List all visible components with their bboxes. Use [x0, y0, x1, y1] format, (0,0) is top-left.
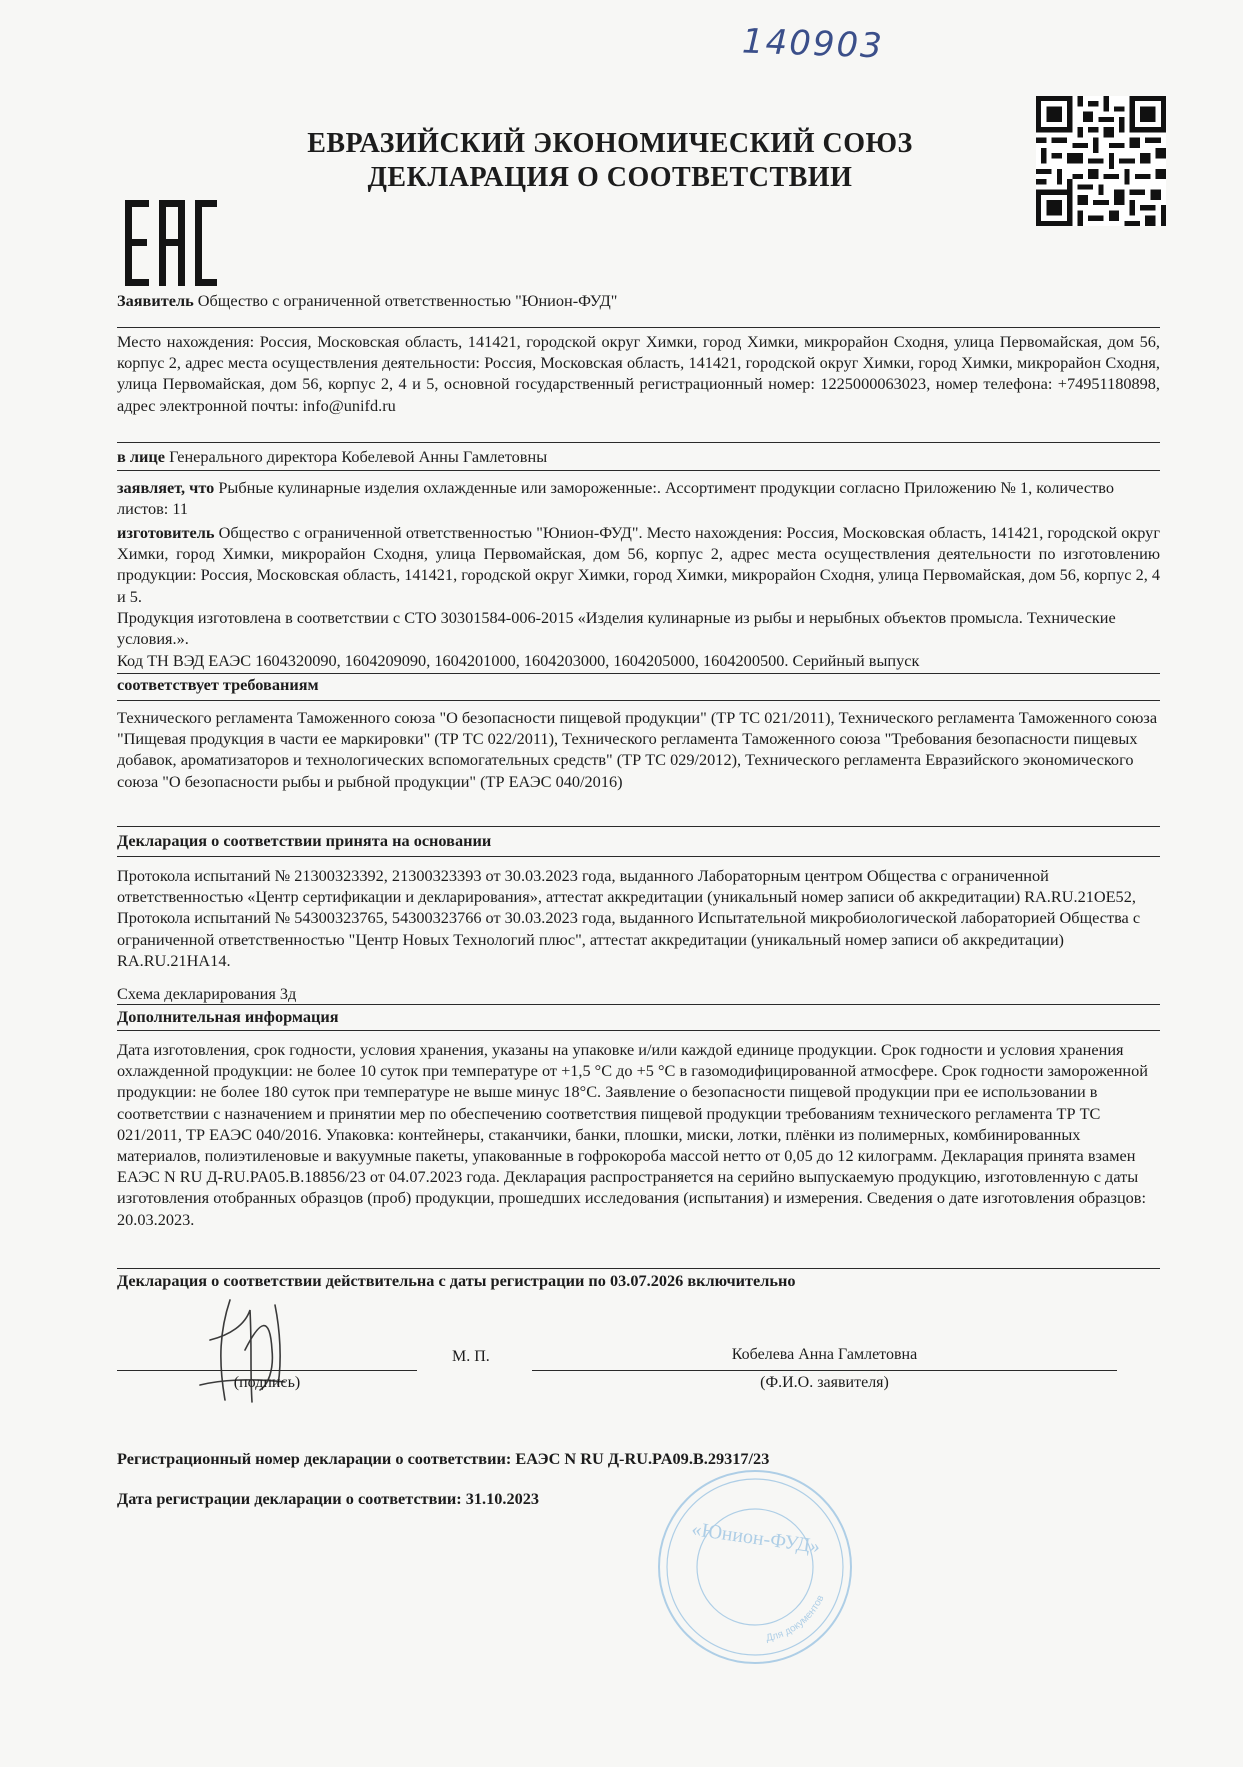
- applicant-value: Общество с ограниченной ответственностью "Юнион-ФУД": [193, 291, 618, 310]
- handwritten-signature: [190, 1290, 350, 1410]
- applicant-label: Заявитель: [117, 291, 194, 310]
- divider: [117, 826, 1160, 827]
- stamp-ring-text: Для документов: [765, 1593, 827, 1645]
- complies-label: соответствует требованиям: [117, 675, 319, 694]
- basis-text: Протокола испытаний № 21300323392, 21300323393 от 30.03.2023 года, выданного Лабораторным центром Общества с ограниченной ответственностью «Центр сертификации и декларирования», аттестат аккредитации (уникальный номер записи об аккредитации) RA.RU.21OE52, Протокола испытаний № 54300323765, 54300323766 от 30.03.2023 года, выданного Испытательной микробиологической лабораторией Общества с ограниченной ответственностью "Центр Новых Технологий плюс", аттестат аккредитации (уникальный номер записи об аккредитации) RA.RU.21НА14.: [117, 866, 1141, 970]
- complies-text: Технического регламента Таможенного союза "О безопасности пищевой продукции" (ТР ТС 021/2011), Технического регламента Таможенного союза "Пищевая продукция в части ее маркировки" (ТР ТС 022/2011), Технического регламента Таможенного союза "Требования безопасности пищевых добавок, ароматизаторов и технологических вспомогательных средств" (ТР ТС 029/2012), Технического регламента Евразийского экономического союза "О безопасности рыбы и рыбной продукции" (ТР ЕАЭС 040/2016): [117, 708, 1158, 791]
- divider: [117, 856, 1160, 857]
- declares-label: заявляет, что: [117, 478, 215, 497]
- validity-statement: Декларация о соответствии действительна с даты регистрации по 03.07.2026 включительно: [117, 1271, 796, 1290]
- additional-text: Дата изготовления, срок годности, условия хранения, указаны на упаковке и/или каждой единице продукции. Срок годности и условия хранения охлажденной продукции: не более 10 суток при температуре от +1,5 °С до +5 °С в газомодифицированной атмосфере. Срок годности замороженной продукции: не более 180 суток при температуре не выше минус 18°С. Заявление о безопасности пищевой продукции при ее использовании в соответствии с назначением и принятии мер по обеспечению соответствия пищевой продукции требованиям технического регламента ТР ТС 021/2011, ТР ЕАЭС 040/2016. Упаковка: контейнеры, стаканчики, банки, плошки, миски, лотки, плёнки из полимерных, комбинированных материалов, полиэтиленовые и вакуумные пакеты, упакованные в гофрокороба массой нетто от 0,05 до 12 килограмм. Декларация принята взамен ЕАЭС N RU Д-RU.PA05.B.18856/23 от 04.07.2023 года. Декларация распространяется на серийно выпускаемую продукцию, изготовленную с даты изготовления отобранных образцов (проб) продукции, прошедших исследования (испытания) и измерения. Сведения о дате изготовления образцов: 20.03.2023.: [117, 1040, 1148, 1229]
- manufacturer-line: [117, 522, 1160, 607]
- applicant-line: [117, 290, 1160, 311]
- divider: [117, 1004, 1160, 1005]
- registration-number: ЕАЭС N RU Д-RU.PA09.B.29317/23: [515, 1449, 770, 1468]
- divider: [117, 700, 1160, 701]
- name-line: [532, 1370, 1117, 1371]
- additional-label: Дополнительная информация: [117, 1007, 339, 1026]
- registration-number-line: [117, 1448, 1160, 1469]
- company-stamp: [650, 1462, 860, 1672]
- declaration-scheme: Схема декларирования 3д: [117, 984, 297, 1003]
- eac-mark-icon: [125, 200, 217, 286]
- divider: [117, 470, 1160, 471]
- svg-text:Для документов: [765, 1594, 826, 1644]
- divider: [117, 327, 1160, 328]
- registration-date: 31.10.2023: [465, 1489, 539, 1508]
- signature-line: [117, 1370, 417, 1371]
- declares-value: Рыбные кулинарные изделия охлажденные или замороженные:. Ассортимент продукции согласно Приложению № 1, количество листов: 11: [117, 478, 1114, 519]
- declares-line: [117, 477, 1160, 519]
- production-standard: Продукция изготовлена в соответствии с СТО 30301584-006-2015 «Изделия кулинарные из рыбы и нерыбных объектов промысла. Технические условия.».: [117, 608, 1116, 649]
- document-title: ДЕКЛАРАЦИЯ О СООТВЕТСТВИИ: [367, 162, 853, 193]
- registration-date-line: [117, 1488, 1160, 1509]
- registration-date-label: Дата регистрации декларации о соответствии:: [117, 1489, 466, 1508]
- represented-value: Генерального директора Кобелевой Анны Гамлетовны: [165, 447, 548, 466]
- name-caption: (Ф.И.О. заявителя): [760, 1374, 889, 1391]
- stamp-company-name: «Юнион-ФУД»: [690, 1518, 822, 1558]
- divider: [117, 1030, 1160, 1031]
- manufacturer-value: Общество с ограниченной ответственностью "Юнион-ФУД". Место нахождения: Россия, Московская область, 141421, городской округ Химки, город Химки, микрорайон Сходня, улица Первомайская, дом 56, корпус 2, адрес места осуществления деятельности по изготовлению продукции: Россия, Московская область, 141421, городской округ Химки, город Химки, микрорайон Сходня, улица Первомайская, дом 56, корпус 2, 4 и 5.: [117, 523, 1160, 606]
- divider: [117, 442, 1160, 443]
- registration-number-label: Регистрационный номер декларации о соответствии:: [117, 1449, 516, 1468]
- divider: [117, 1268, 1160, 1269]
- basis-label: Декларация о соответствии принята на основании: [117, 831, 492, 850]
- handwritten-number: 140903: [741, 21, 885, 67]
- location-text: Место нахождения: Россия, Московская область, 141421, городской округ Химки, город Химки, микрорайон Сходня, улица Первомайская, дом 56, корпус 2, адрес места осуществления деятельности: Россия, Московская область, 141421, городской округ Химки, город Химки, микрорайон Сходня, улица Первомайская, дом 56, корпус 2, 4 и 5, основной государственный регистрационный номер: 1225000063023, номер телефона: +74951180898, адрес электронной почты: info@unifd.ru: [117, 332, 1160, 415]
- represented-label: в лице: [117, 447, 165, 466]
- union-title: ЕВРАЗИЙСКИЙ ЭКОНОМИЧЕСКИЙ СОЮЗ: [307, 128, 913, 159]
- signature-caption: (подпись): [233, 1374, 301, 1391]
- manufacturer-label: изготовитель: [117, 523, 215, 542]
- seal-placeholder: М. П.: [452, 1348, 490, 1365]
- qr-code-icon: [1036, 96, 1166, 226]
- applicant-name: Кобелева Анна Гамлетовна: [731, 1346, 918, 1363]
- tn-ved-codes: Код ТН ВЭД ЕАЭС 1604320090, 1604209090, 1604201000, 1604203000, 1604205000, 1604200500. Серийный выпуск: [117, 651, 920, 670]
- represented-line: [117, 446, 1160, 467]
